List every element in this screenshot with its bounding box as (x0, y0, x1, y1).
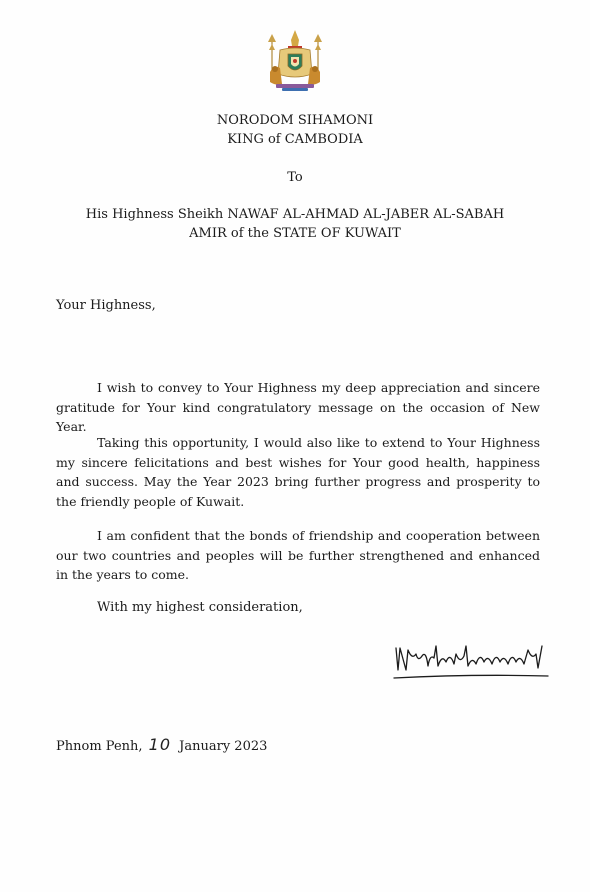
salutation: Your Highness, (56, 298, 156, 313)
body-paragraph: Taking this opportunity, I would also like to extend to Your Highness my sincere felicitations and best wishes for Your good health, happiness and success. May the Year 2023 bring further progress and prosperity to the friendly people of Kuwait. (56, 435, 540, 509)
sender-block (0, 111, 590, 149)
date-month-year: January 2023 (179, 739, 268, 754)
recipient-name: His Highness Sheikh NAWAF AL-AHMAD AL-JABER AL-SABAH (85, 207, 505, 222)
body-paragraph: I am confident that the bonds of friendship and cooperation between our two countries and peoples will be further strengthened and enhanced in the years to come. (56, 528, 540, 582)
date-day: 10 (148, 735, 172, 754)
sender-title: KING of CAMBODIA (227, 132, 363, 147)
date-place: Phnom Penh, (56, 739, 143, 754)
body-paragraph: I wish to convey to Your Highness my deep appreciation and sincere gratitude for Your kind congratulatory message on the occasion of New Year. (56, 380, 540, 434)
royal-coat-of-arms-icon (262, 28, 328, 94)
recipient-block (0, 205, 590, 243)
sender-name: NORODOM SIHAMONI (216, 113, 374, 128)
dateline (56, 735, 267, 754)
to-label: To (287, 170, 303, 185)
recipient-title: AMIR of the STATE OF KUWAIT (189, 226, 401, 241)
closing: With my highest consideration, (97, 600, 303, 615)
handwritten-signature-icon (392, 640, 552, 684)
